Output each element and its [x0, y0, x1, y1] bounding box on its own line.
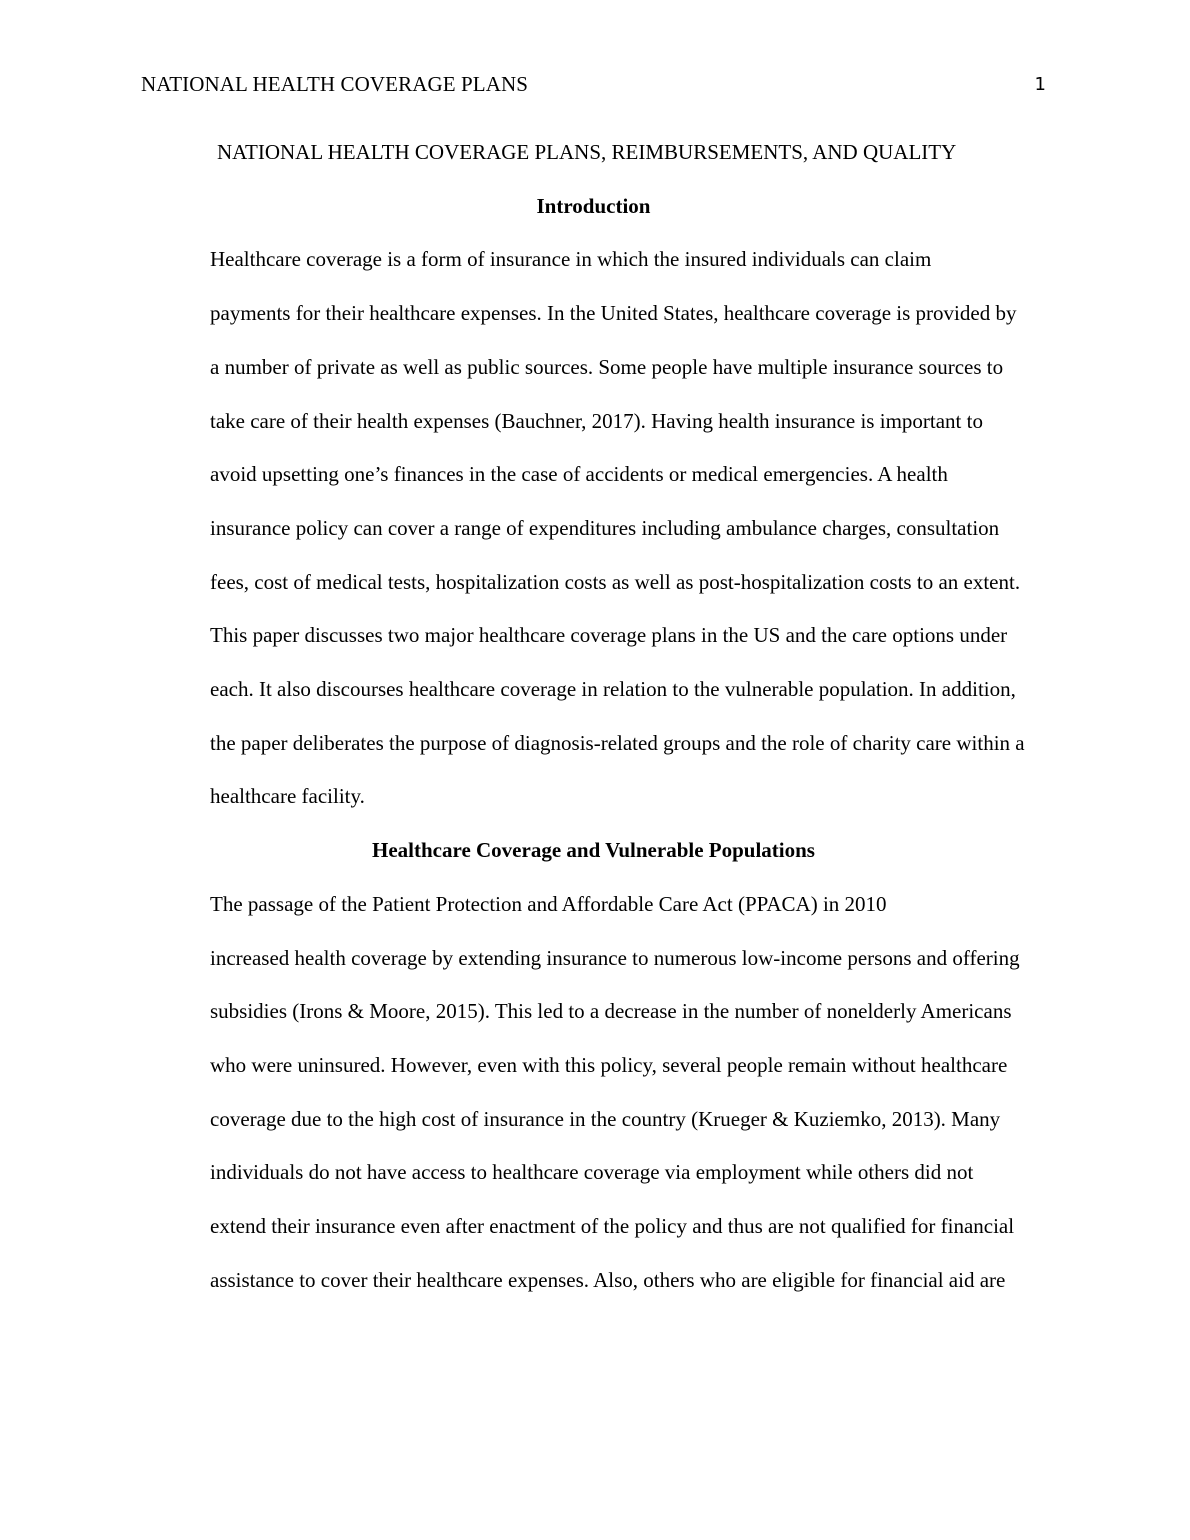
paragraph-line: Healthcare coverage is a form of insurance in which the insured individuals can claim	[210, 247, 932, 272]
paragraph-line: the paper deliberates the purpose of diagnosis-related groups and the role of charity care within a	[210, 730, 1025, 755]
paragraph-line: each. It also discourses healthcare coverage in relation to the vulnerable population. In addition,	[210, 677, 1016, 702]
section-heading-vulnerable-populations: Healthcare Coverage and Vulnerable Populations	[372, 838, 815, 863]
introduction-paragraph	[141, 233, 1046, 824]
page-number: 1	[1034, 74, 1046, 95]
paragraph-line: take care of their health expenses (Bauchner, 2017). Having health insurance is important to	[210, 408, 983, 433]
paragraph-line: who were uninsured. However, even with this policy, several people remain without healthcare	[210, 1052, 1008, 1077]
paragraph-line: extend their insurance even after enactment of the policy and thus are not qualified for financial	[210, 1214, 1015, 1239]
paragraph-line: fees, cost of medical tests, hospitalization costs as well as post-hospitalization costs to an extent.	[210, 569, 1021, 594]
paragraph-line: payments for their healthcare expenses. In the United States, healthcare coverage is provided by	[210, 301, 1017, 326]
paragraph-line: insurance policy can cover a range of expenditures including ambulance charges, consultation	[210, 515, 1000, 540]
paragraph-line: healthcare facility.	[210, 784, 365, 809]
paper-title: NATIONAL HEALTH COVERAGE PLANS, REIMBURSEMENTS, AND QUALITY	[217, 140, 957, 164]
section-heading-introduction: Introduction	[536, 193, 651, 218]
paragraph-line: avoid upsetting one’s finances in the case of accidents or medical emergencies. A health	[210, 462, 948, 487]
paragraph-line: individuals do not have access to healthcare coverage via employment while others did not	[210, 1160, 974, 1185]
running-head: NATIONAL HEALTH COVERAGE PLANS	[141, 72, 529, 96]
paragraph-line: assistance to cover their healthcare expenses. Also, others who are eligible for financial aid are	[210, 1267, 1006, 1292]
paragraph-line: The passage of the Patient Protection and Affordable Care Act (PPACA) in 2010	[210, 891, 887, 916]
paragraph-line: increased health coverage by extending insurance to numerous low-income persons and offering	[210, 945, 1020, 970]
paragraph-line: a number of private as well as public sources. Some people have multiple insurance sources to	[210, 354, 1004, 379]
paragraph-line: This paper discusses two major healthcare coverage plans in the US and the care options under	[210, 623, 1008, 648]
document-body	[141, 126, 1046, 1307]
vulnerable-populations-paragraph	[141, 878, 1046, 1308]
paragraph-line: coverage due to the high cost of insurance in the country (Krueger & Kuziemko, 2013). Many	[210, 1106, 1001, 1131]
paragraph-line: subsidies (Irons & Moore, 2015). This led to a decrease in the number of nonelderly Americans	[210, 999, 1012, 1024]
